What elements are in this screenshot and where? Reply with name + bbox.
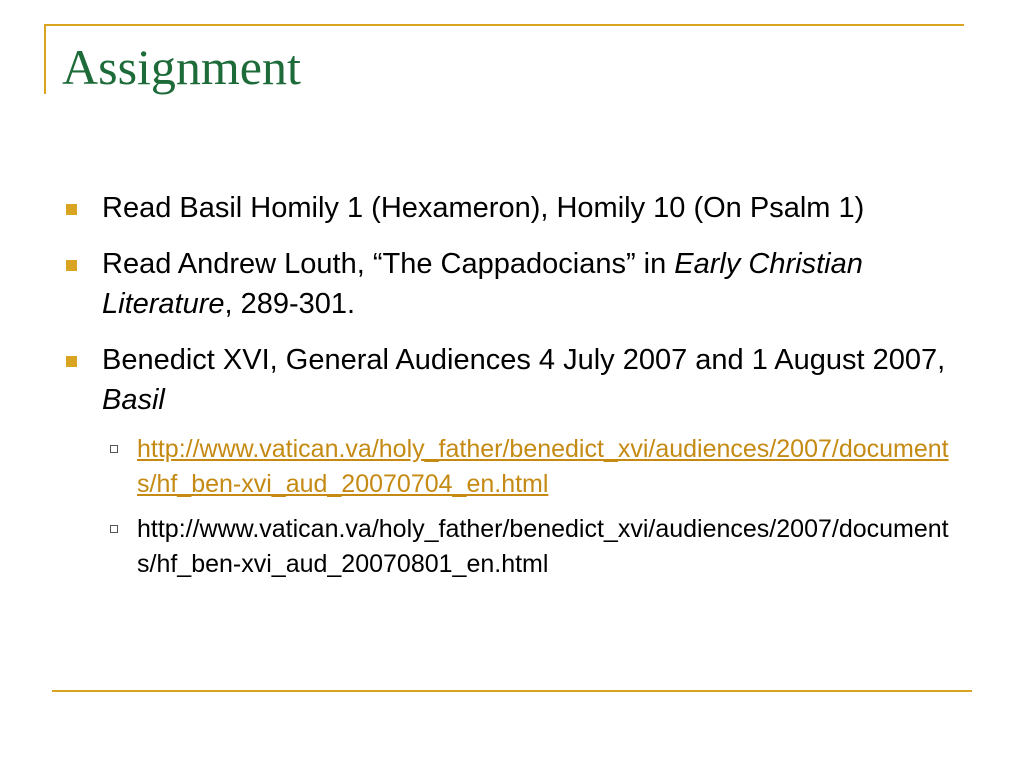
square-bullet-icon [66, 204, 77, 215]
hollow-square-bullet-icon [110, 525, 118, 533]
link-sublist [102, 432, 962, 582]
frame-bottom-rule [52, 690, 972, 692]
audience-url-20070801: http://www.vatican.va/holy_father/benedict_xvi/audiences/2007/documents/hf_ben-xvi_aud_20070801_en.html [137, 515, 949, 578]
frame-left-rule [44, 24, 46, 94]
audience-link-20070704[interactable]: http://www.vatican.va/holy_father/benedict_xvi/audiences/2007/documents/hf_ben-xvi_aud_20070704_en.html [137, 435, 949, 498]
slide-title: Assignment [62, 39, 301, 95]
bullet-text: Benedict XVI, General Audiences 4 July 2007 and 1 August 2007, [102, 344, 946, 376]
hollow-square-bullet-icon [110, 445, 118, 453]
subject-title: Basil [102, 384, 165, 416]
bullet-item-benedict [62, 340, 962, 582]
bullet-text: Read Basil Homily 1 (Hexameron), Homily 10 (On Psalm 1) [102, 192, 865, 224]
bullet-item-basil-homilies [62, 188, 962, 228]
square-bullet-icon [66, 356, 77, 367]
bullet-item-louth [62, 244, 962, 324]
frame-top-rule [44, 24, 964, 26]
sub-item-link-2 [62, 512, 962, 582]
bullet-text-tail: , 289-301. [224, 288, 356, 320]
sub-item-link-1 [62, 432, 962, 502]
slide-body [62, 188, 962, 598]
bullet-text: Read Andrew Louth, “The Cappadocians” in [102, 248, 675, 280]
square-bullet-icon [66, 260, 77, 271]
book-title: Early Christian Literature [102, 248, 863, 320]
